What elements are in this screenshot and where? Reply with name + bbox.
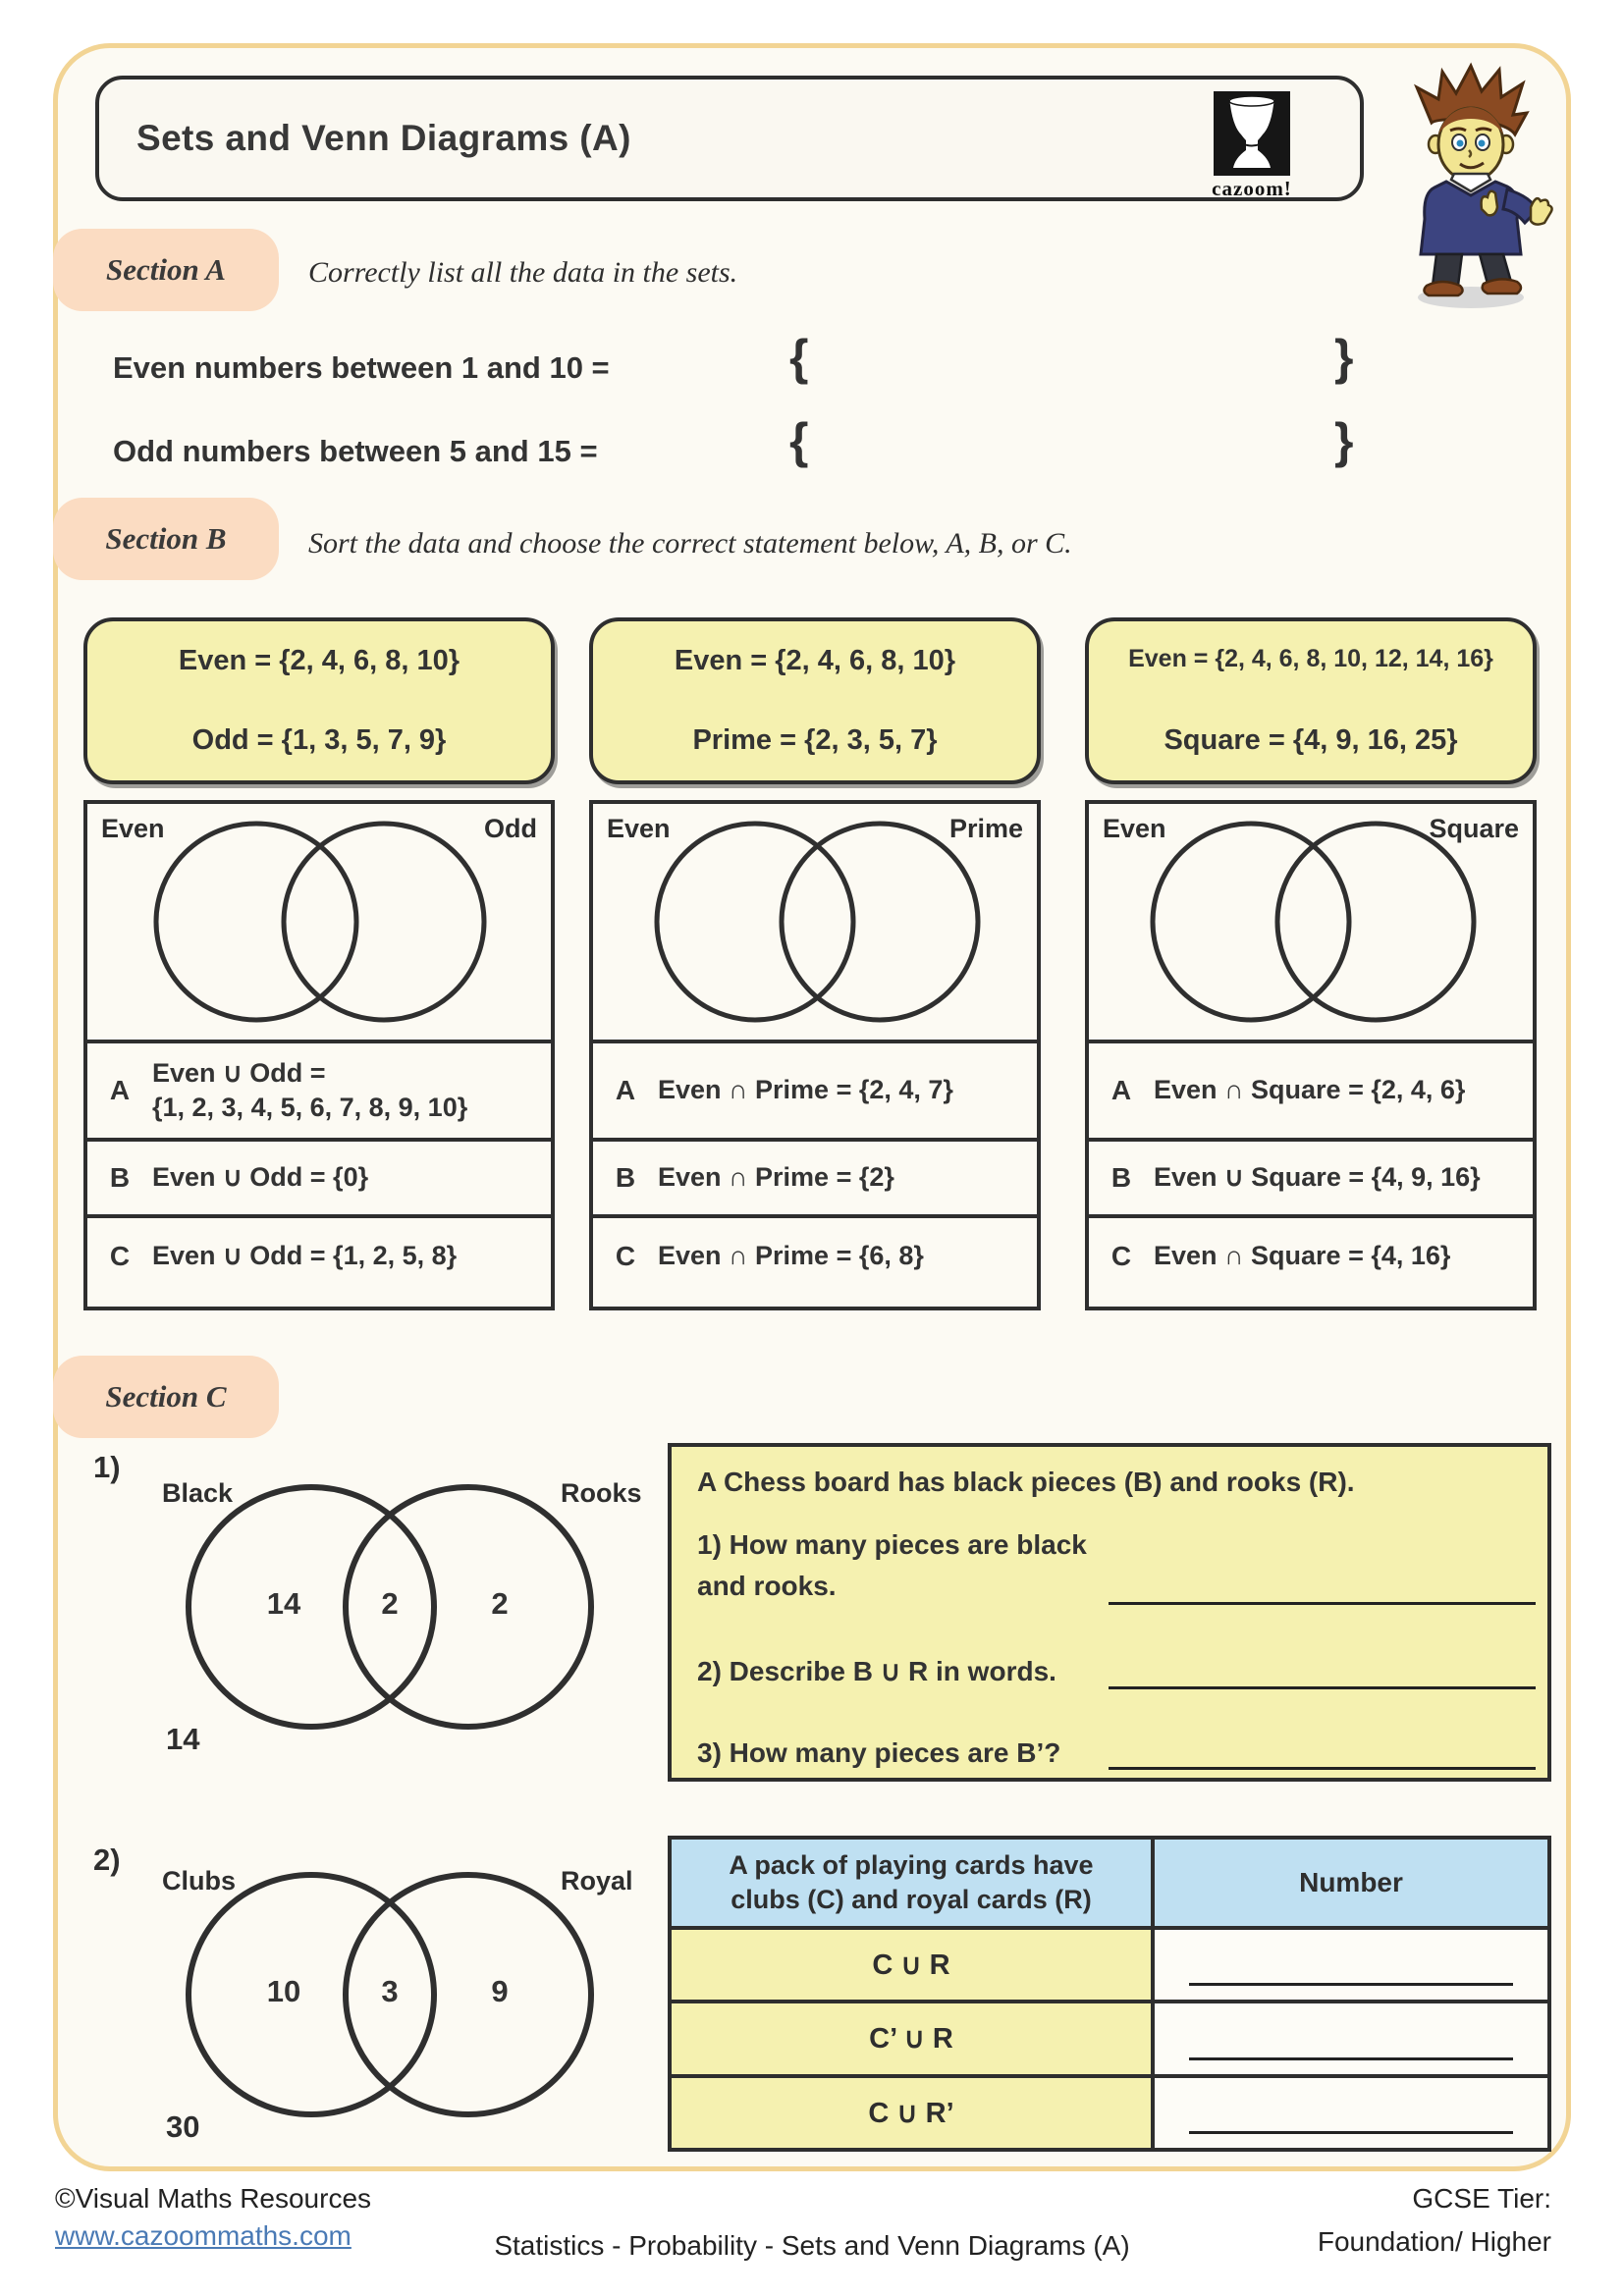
option-row-c[interactable] [593, 1214, 1037, 1295]
answer-line[interactable] [1189, 2131, 1513, 2134]
venn-right-set-label: Royal [561, 1866, 633, 1896]
statement-line: {1, 2, 3, 4, 5, 6, 7, 8, 9, 10} [152, 1093, 468, 1122]
set-definition: Square = {4, 9, 16, 25} [1164, 724, 1458, 756]
venn-diagram [144, 1864, 733, 2129]
option-letter: A [615, 1075, 636, 1105]
cards-table [668, 1836, 1551, 2152]
section-b-instruction: Sort the data and choose the correct statement below, A, B, or C. [308, 527, 1072, 560]
venn-left-set-label: Clubs [162, 1866, 237, 1896]
option-row-a[interactable] [593, 1040, 1037, 1138]
venn-diagram-q1 [144, 1476, 733, 1800]
venn-left-set-label: Even [1103, 814, 1166, 843]
option-statement: Even ∩ Prime = {2} [658, 1162, 894, 1193]
option-row-a[interactable] [1089, 1040, 1533, 1138]
venn-left-set-label: Black [162, 1478, 234, 1508]
answer-line[interactable] [1189, 1983, 1513, 1986]
venn-left-set-label: Even [607, 814, 671, 843]
option-statement: Even ∩ Square = {4, 16} [1154, 1241, 1451, 1271]
worksheet-page [53, 43, 1571, 2171]
venn-diagram-area [87, 804, 551, 1040]
mascot-illustration [1378, 60, 1556, 311]
option-letter: C [109, 1241, 131, 1271]
section-a-instruction: Correctly list all the data in the sets. [308, 256, 738, 289]
title-box [95, 76, 1364, 201]
chess-question-1: 1) How many pieces are black [697, 1529, 1087, 1560]
page-title: Sets and Venn Diagrams (A) [136, 118, 631, 158]
option-statement: Even ∩ Square = {2, 4, 6} [1154, 1075, 1466, 1105]
section-a-label-text: Section A [105, 252, 226, 287]
header-line: A pack of playing cards have [729, 1849, 1094, 1880]
chess-intro-text: A Chess board has black pieces (B) and rooks (R). [697, 1467, 1355, 1497]
venn-outside-count: 14 [166, 1722, 200, 1756]
venn-right-count: 9 [491, 1974, 509, 2008]
cazoom-logo [1193, 91, 1311, 201]
set-definition: Odd = {1, 3, 5, 7, 9} [191, 724, 447, 756]
number-answer-cell [1155, 2000, 1547, 2073]
option-statement: Even ∪ Odd = {1, 2, 5, 8} [152, 1241, 458, 1271]
gcse-tier-value: Foundation/ Higher [1317, 2226, 1551, 2257]
option-statement [152, 1056, 467, 1125]
question-1-number: 1) [93, 1450, 121, 1484]
venn-intersection-count: 3 [381, 1974, 399, 2008]
website-link[interactable]: www.cazoommaths.com [55, 2220, 352, 2251]
set-definition-box-3 [1085, 617, 1537, 784]
cards-table-header [672, 1840, 1155, 1926]
option-letter: B [109, 1162, 131, 1193]
set-definition: Even = {2, 4, 6, 8, 10} [674, 645, 956, 676]
set-definition-box-2 [589, 617, 1041, 784]
answer-area-odd[interactable] [834, 414, 1325, 475]
venn-outside-count: 30 [166, 2109, 200, 2144]
number-column-header: Number [1155, 1840, 1547, 1926]
option-letter: B [1110, 1162, 1132, 1193]
option-letter: A [1110, 1075, 1132, 1105]
venn-option-box-2 [589, 800, 1041, 1310]
set-expression-cell: C’ ∪ R [672, 2000, 1155, 2073]
open-brace: { [789, 330, 809, 385]
option-letter: C [615, 1241, 636, 1271]
venn-intersection-count: 2 [381, 1586, 399, 1621]
option-row-c[interactable] [1089, 1214, 1533, 1295]
answer-line[interactable] [1109, 1602, 1536, 1605]
question-odd-prompt: Odd numbers between 5 and 15 = [113, 434, 598, 468]
option-statement: Even ∩ Prime = {2, 4, 7} [658, 1075, 953, 1105]
number-answer-cell [1155, 2074, 1547, 2148]
chess-question-1-cont: and rooks. [697, 1571, 837, 1601]
gcse-tier-label: GCSE Tier: [1412, 2183, 1551, 2214]
chess-question-2: 2) Describe B ∪ R in words. [697, 1656, 1056, 1686]
set-definition: Even = {2, 4, 6, 8, 10, 12, 14, 16} [1128, 645, 1493, 672]
mascot-boy-icon [1378, 60, 1556, 311]
section-c-label-text: Section C [105, 1379, 227, 1414]
venn-diagram-area [1089, 804, 1533, 1040]
question-even-prompt: Even numbers between 1 and 10 = [113, 350, 610, 385]
option-letter: C [1110, 1241, 1132, 1271]
option-row-b[interactable] [593, 1138, 1037, 1214]
option-row-c[interactable] [87, 1214, 551, 1295]
section-b-label [53, 498, 279, 580]
number-answer-cell [1155, 1926, 1547, 2000]
cazoom-drum-icon [1214, 91, 1290, 176]
answer-line[interactable] [1109, 1686, 1536, 1689]
venn-right-set-label: Rooks [561, 1478, 642, 1508]
question-2-number: 2) [93, 1842, 121, 1877]
option-letter: A [109, 1075, 131, 1105]
section-b-label-text: Section B [105, 521, 227, 556]
option-row-b[interactable] [87, 1138, 551, 1214]
venn-diagram-area [593, 804, 1037, 1040]
answer-line[interactable] [1109, 1767, 1536, 1770]
set-definition-box-1 [83, 617, 555, 784]
option-statement: Even ∩ Prime = {6, 8} [658, 1241, 924, 1271]
option-row-b[interactable] [1089, 1138, 1533, 1214]
cazoom-logo-text: cazoom! [1212, 177, 1292, 200]
copyright-text: ©Visual Maths Resources [55, 2183, 372, 2214]
close-brace: } [1334, 330, 1354, 385]
venn-right-set-label: Odd [484, 814, 537, 843]
venn-right-set-label: Square [1429, 814, 1519, 843]
set-definition: Even = {2, 4, 6, 8, 10} [178, 645, 460, 676]
option-statement: Even ∪ Square = {4, 9, 16} [1154, 1162, 1481, 1193]
set-expression-cell: C ∪ R’ [672, 2074, 1155, 2148]
section-a-label [53, 229, 279, 311]
venn-left-set-label: Even [101, 814, 165, 843]
venn-left-count: 10 [266, 1974, 301, 2008]
worksheet-breadcrumb: Statistics - Probability - Sets and Venn Diagrams (A) [494, 2230, 1130, 2261]
option-row-a[interactable] [87, 1040, 551, 1138]
set-definition: Prime = {2, 3, 5, 7} [692, 724, 938, 756]
venn-option-box-3 [1085, 800, 1537, 1310]
venn-diagram-q2 [144, 1864, 733, 2188]
set-expression-cell: C ∪ R [672, 1926, 1155, 2000]
close-brace: } [1334, 413, 1354, 468]
answer-line[interactable] [1189, 2057, 1513, 2060]
venn-left-count: 14 [266, 1586, 301, 1621]
venn-right-count: 2 [491, 1586, 509, 1621]
option-letter: B [615, 1162, 636, 1193]
venn-option-box-1 [83, 800, 555, 1310]
answer-area-even[interactable] [834, 331, 1325, 392]
venn-diagram [144, 1476, 733, 1741]
section-c-label [53, 1356, 279, 1438]
option-statement: Even ∪ Odd = {0} [152, 1162, 369, 1193]
header-line: clubs (C) and royal cards (R) [731, 1885, 1092, 1914]
venn-right-set-label: Prime [948, 814, 1023, 843]
open-brace: { [789, 413, 809, 468]
statement-line: Even ∪ Odd = [152, 1057, 326, 1088]
chess-question-3: 3) How many pieces are B’? [697, 1737, 1061, 1768]
chess-question-panel [668, 1443, 1551, 1782]
